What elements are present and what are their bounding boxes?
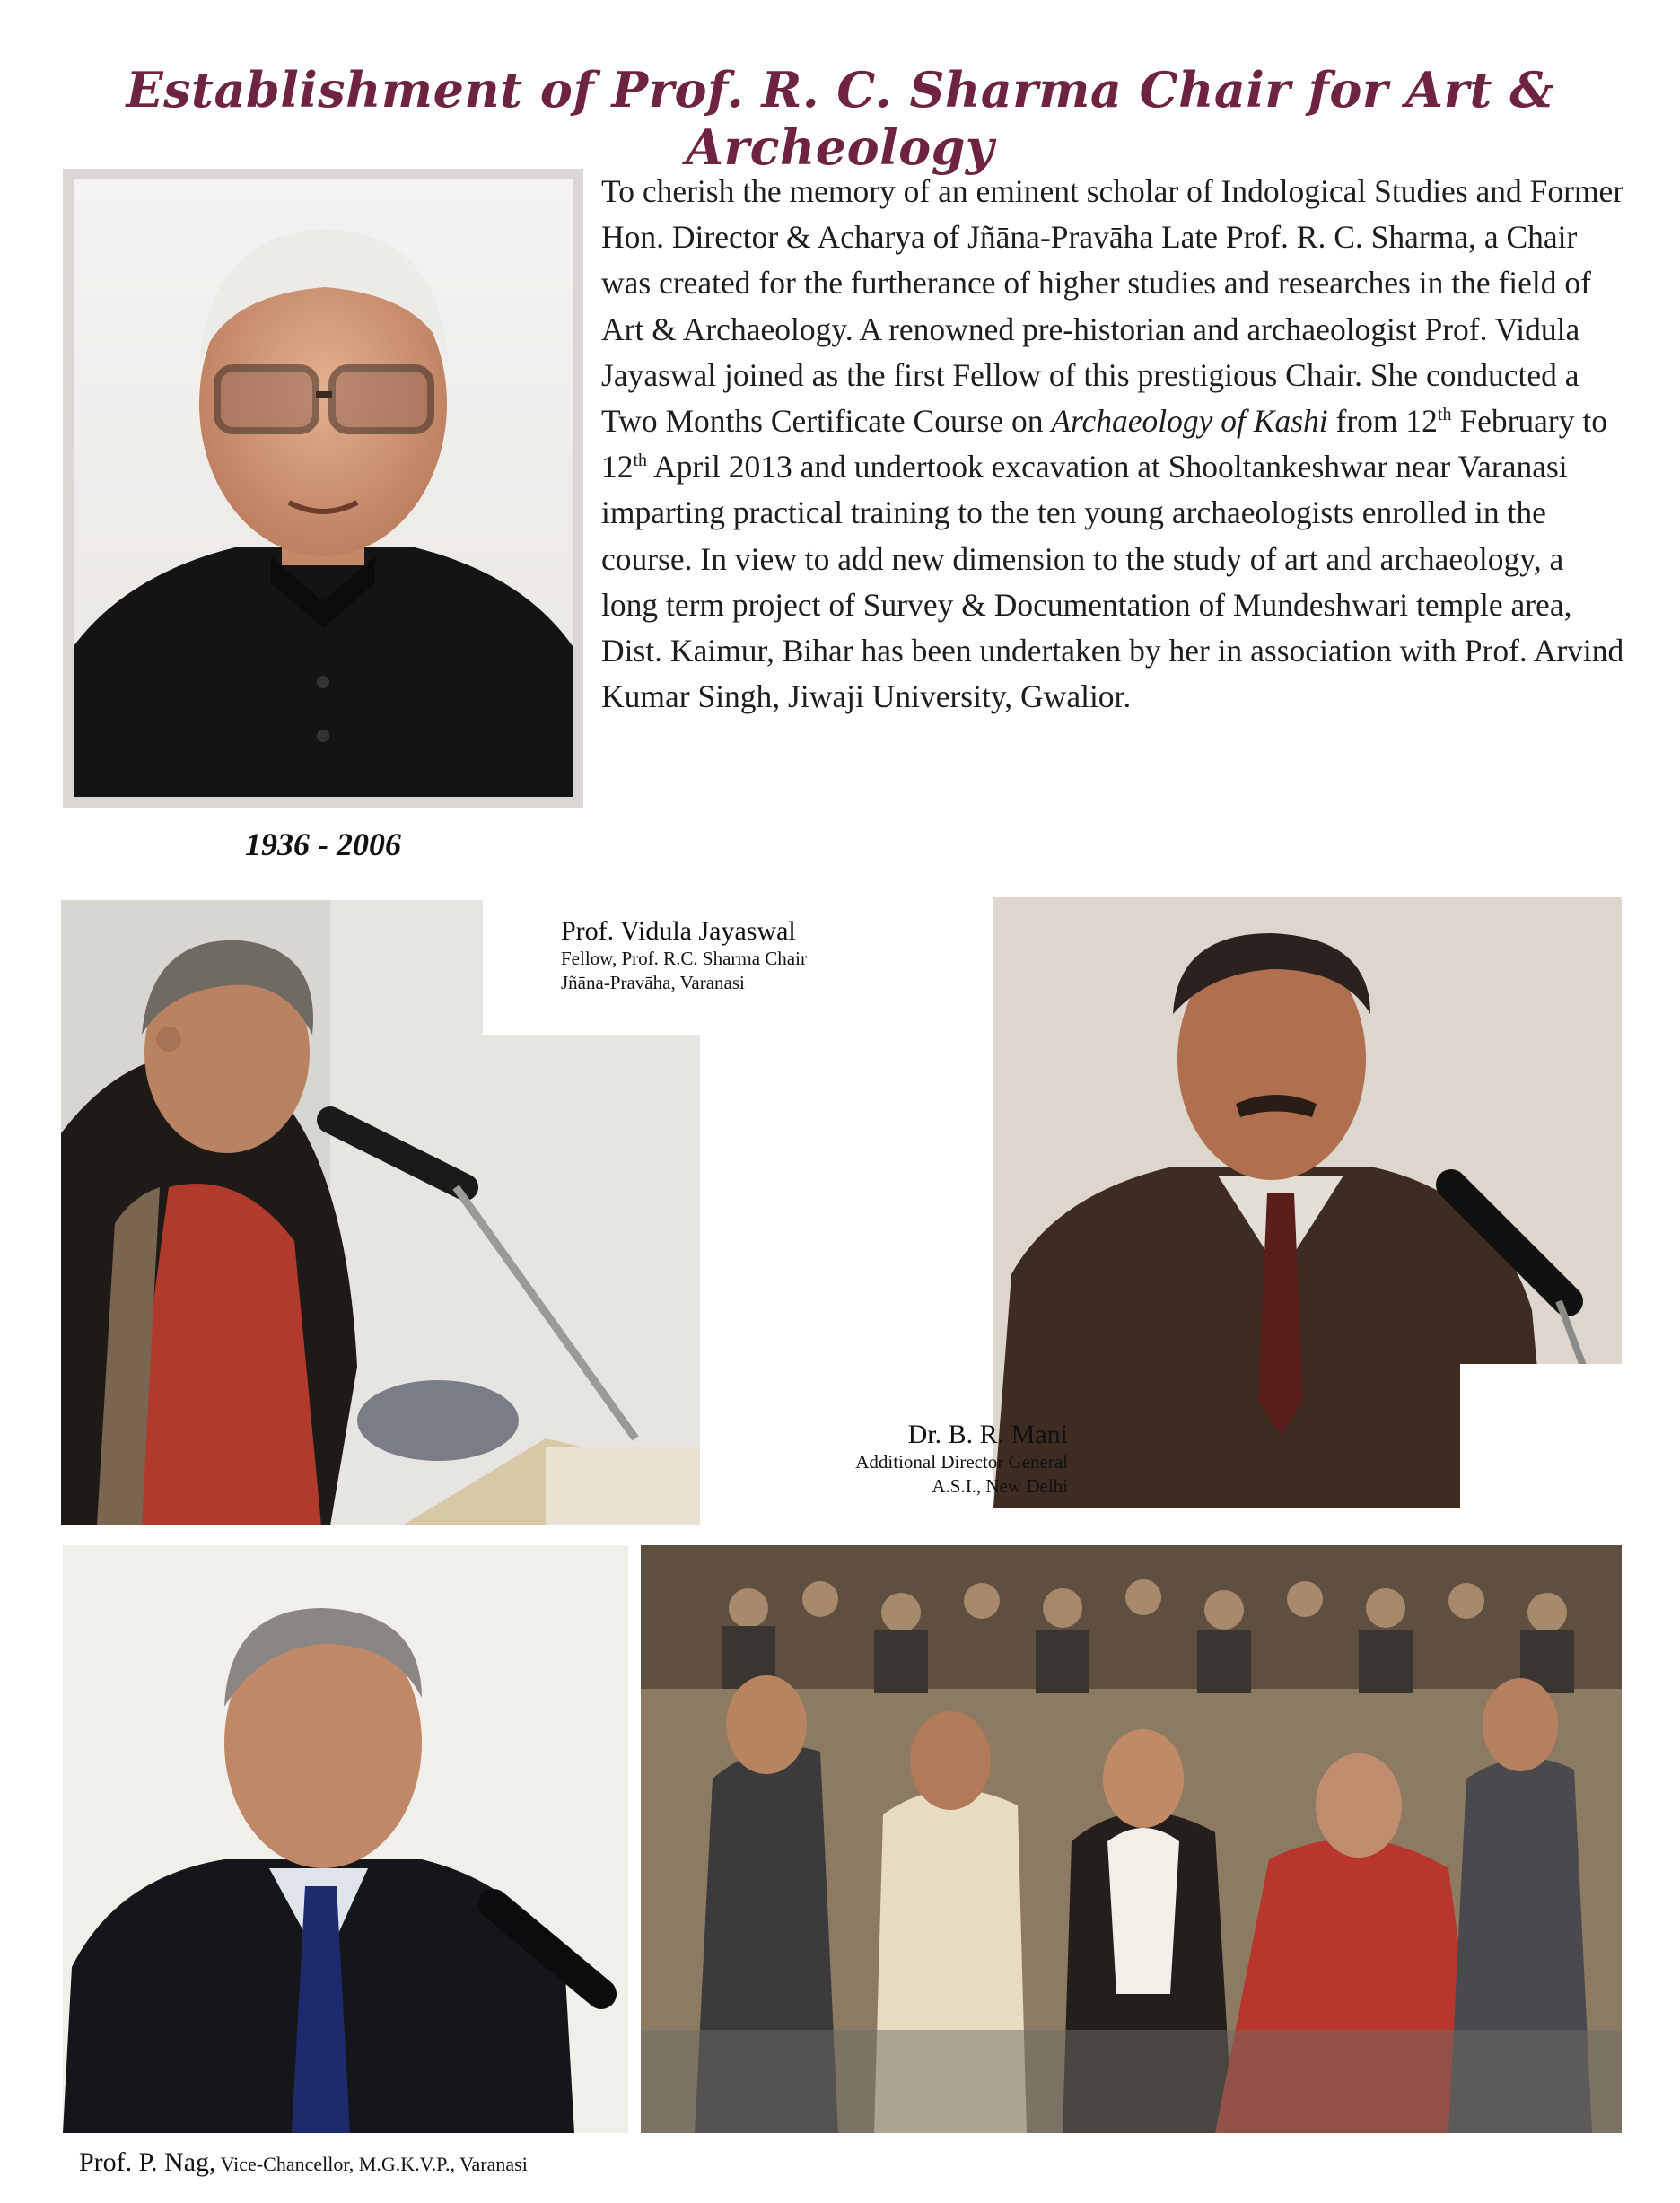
portrait-years: 1936 - 2006 [245,826,401,862]
article-text-part-2: from 12 [1327,403,1438,440]
caption-nag-role: Vice-Chancellor, M.G.K.V.P., Varanasi [215,2153,528,2175]
article-body [601,169,1624,720]
caption-mani [792,1420,1068,1499]
audience-photo [641,1545,1622,2133]
caption-jayaswal-role-1: Fellow, Prof. R.C. Sharma Chair [561,948,807,969]
article-text-part-3: February to 12 [601,403,1607,485]
caption-nag-name: Prof. P. Nag, [79,2147,216,2177]
course-title: Archaeology of Kashi [1051,403,1328,440]
ordinal-suffix-1: th [1437,405,1452,425]
ordinal-suffix-2: th [633,450,648,471]
article-text-part-4: April 2013 and undertook excavation at Shooltankeshwar near Varanasi imparting practical training to the ten young archaeologists enrolled in the course. In view to add new dimension to the study of art and archaeology, a long term project of Survey & Documentation of Mundeshwari temple area, Dist. Kaimur, Bihar has been undertaken by her in association with Prof. Arvind Kumar Singh, Jiwaji University, Gwalior. [601,449,1624,715]
caption-jayaswal-role-2: Jñāna-Pravāha, Varanasi [561,972,745,993]
portrait-photo [74,179,573,797]
page-title: Establishment of Prof. R. C. Sharma Chair for Art & Archeology [126,61,1554,176]
mani-photo [993,897,1622,1508]
article-text-part-1: To cherish the memory of an eminent scholar of Indological Studies and Former Hon. Director & Acharya of Jñāna-Pravāha Late Prof. R. C. Sharma, a Chair was created for the furtherance of higher studies and researches in the field of Art & Archaeology. A renowned pre-historian and archaeologist Prof. Vidula Jayaswal joined as the first Fellow of this prestigious Chair. She conducted a Two Months Certificate Course on [601,173,1624,440]
caption-mani-name: Dr. B. R. Mani [907,1420,1068,1449]
caption-mani-role-2: A.S.I., New Delhi [932,1475,1068,1497]
caption-mani-role-1: Additional Director General [855,1451,1068,1473]
caption-jayaswal-name: Prof. Vidula Jayaswal [561,916,796,946]
portrait-photo-frame [63,169,583,808]
nag-photo [63,1545,628,2133]
caption-jayaswal [561,916,807,995]
caption-nag [79,2147,528,2178]
